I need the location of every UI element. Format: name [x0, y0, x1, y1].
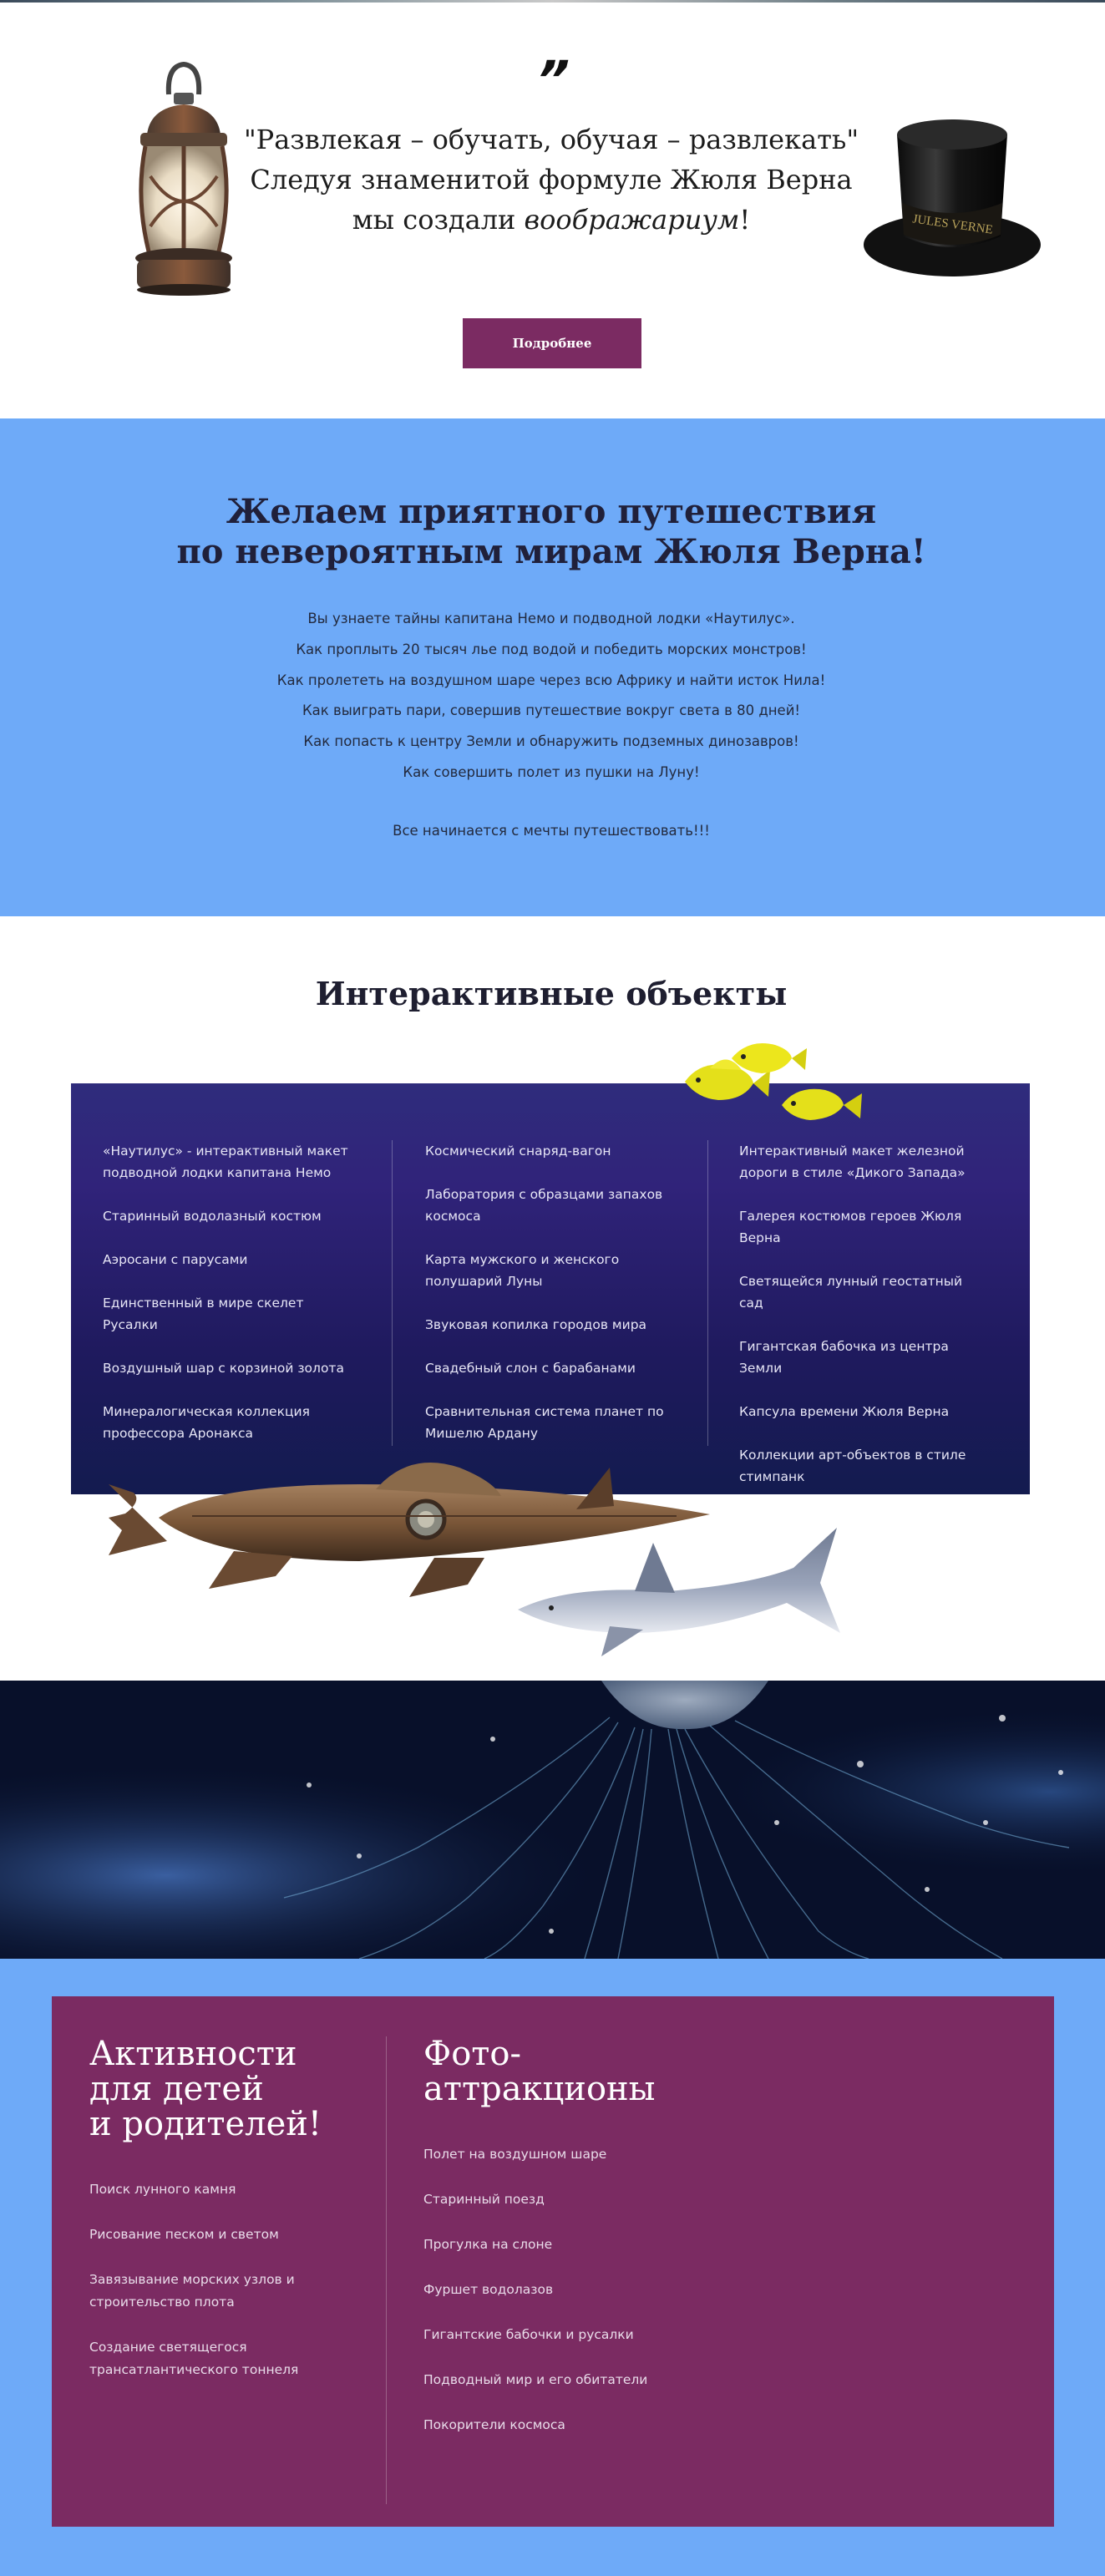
welcome-line: Как проплыть 20 тысяч лье под водой и победить морских монстров! — [296, 641, 807, 657]
objects-panel — [71, 1083, 1030, 1494]
activities-section — [0, 1959, 1105, 2576]
yellow-fish-image — [677, 1033, 869, 1125]
welcome-line: Как выиграть пари, совершив путешествие вокруг света в 80 дней! — [302, 702, 801, 719]
welcome-text — [134, 604, 969, 789]
attraction-item[interactable]: Старинный поезд — [423, 2192, 545, 2207]
quote-line-3 — [217, 200, 885, 240]
object-item[interactable]: Космический снаряд-вагон — [425, 1143, 611, 1159]
attraction-item[interactable]: Гигантские бабочки и русалки — [423, 2327, 634, 2342]
photo-attractions-column — [423, 2036, 841, 2459]
interactive-objects-section — [0, 916, 1105, 1681]
object-item[interactable]: Звуковая копилка городов мира — [425, 1317, 647, 1332]
quote-line-3-start: мы создали — [352, 204, 525, 236]
object-item[interactable]: Карта мужского и женского полушарий Луны — [425, 1252, 620, 1289]
object-item[interactable]: Минералогическая коллекция профессора Аронакса — [103, 1404, 310, 1441]
welcome-final-line: Все начинается с мечты путешествовать!!! — [393, 823, 710, 839]
object-item[interactable]: Коллекции арт-объектов в стиле стимпанк — [739, 1448, 966, 1484]
kids-activities-title — [89, 2036, 373, 2142]
activity-item[interactable]: Завязывание морских узлов и строительство плота — [89, 2272, 295, 2310]
shark-image — [509, 1526, 844, 1660]
photo-title-line-2: аттракционы — [423, 2070, 656, 2108]
column-divider — [707, 1140, 708, 1446]
object-item[interactable]: Капсула времени Жюля Верна — [739, 1404, 950, 1419]
quote-line-3-emphasis: воображариум — [524, 204, 740, 236]
quote-mark-icon: ” — [527, 49, 576, 110]
object-item[interactable]: Единственный в мире скелет Русалки — [103, 1296, 304, 1332]
quote-line-1: "Развлекая – обучать, обучая – развлекать" — [243, 124, 859, 155]
attraction-item[interactable]: Подводный мир и его обитатели — [423, 2372, 648, 2387]
welcome-line: Как пролететь на воздушном шаре через всю Африку и найти исток Нила! — [276, 672, 826, 688]
attraction-item[interactable]: Покорители космоса — [423, 2417, 565, 2432]
welcome-title-line-2: по невероятным мирам Жюля Верна! — [176, 532, 926, 571]
more-button[interactable]: Подробнее — [463, 318, 641, 368]
photo-title-line-1: Фото- — [423, 2035, 522, 2073]
hero-section — [0, 3, 1105, 418]
object-item[interactable]: Лаборатория с образцами запахов космоса — [425, 1187, 663, 1224]
object-item[interactable]: Старинный водолазный костюм — [103, 1209, 322, 1224]
objects-column-3 — [739, 1140, 990, 1509]
welcome-line: Как попасть к центру Земли и обнаружить подземных динозавров! — [303, 733, 799, 750]
object-item[interactable]: Светящейся лунный геостатный сад — [739, 1274, 963, 1311]
object-item[interactable]: Свадебный слон с барабанами — [425, 1361, 636, 1376]
object-item[interactable]: Аэросани с парусами — [103, 1252, 248, 1267]
object-item[interactable]: «Наутилус» - интерактивный макет подводной лодки капитана Немо — [103, 1143, 348, 1180]
photo-attractions-title — [423, 2036, 841, 2107]
quote-line-2: Следуя знаменитой формуле Жюля Верна — [250, 164, 853, 195]
kids-title-line-3: и родителей! — [89, 2105, 322, 2143]
object-item[interactable]: Интерактивный макет железной дороги в стиле «Дикого Запада» — [739, 1143, 966, 1180]
object-item[interactable]: Сравнительная система планет по Мишелю Ардану — [425, 1404, 664, 1441]
activity-item[interactable]: Рисование песком и светом — [89, 2227, 279, 2242]
welcome-line: Вы узнаете тайны капитана Немо и подводной лодки «Наутилус». — [307, 611, 795, 626]
welcome-title-line-1: Желаем приятного путешествия — [226, 492, 877, 531]
welcome-line: Как совершить полет из пушки на Луну! — [403, 763, 700, 780]
object-item[interactable]: Воздушный шар с корзиной золота — [103, 1361, 344, 1376]
activity-item[interactable]: Поиск лунного камня — [89, 2182, 236, 2197]
jellyfish-illustration — [0, 1681, 1105, 1959]
attraction-item[interactable]: Прогулка на слоне — [423, 2237, 553, 2252]
hero-quote — [217, 119, 885, 240]
objects-title: Интерактивные объекты — [315, 975, 788, 1012]
object-item[interactable]: Гигантская бабочка из центра Земли — [739, 1339, 949, 1376]
kids-title-line-2: для детей — [89, 2070, 264, 2108]
objects-column-2 — [425, 1140, 676, 1466]
activity-item[interactable]: Создание светящегося трансатлантического тоннеля — [89, 2340, 299, 2377]
quote-line-3-end: ! — [739, 204, 751, 236]
objects-column-1 — [103, 1140, 353, 1466]
top-hat-image — [860, 111, 1044, 287]
hat-band-text: JULES VERNE — [911, 212, 994, 237]
activities-card — [52, 1996, 1054, 2527]
jellyfish-banner-image — [0, 1681, 1105, 1959]
kids-activities-column — [89, 2036, 373, 2404]
attraction-item[interactable]: Полет на воздушном шаре — [423, 2147, 607, 2162]
welcome-section — [0, 418, 1105, 916]
welcome-title — [134, 492, 969, 572]
object-item[interactable]: Галерея костюмов героев Жюля Верна — [739, 1209, 962, 1245]
kids-title-line-1: Активности — [89, 2035, 297, 2073]
column-divider — [392, 1140, 393, 1446]
attraction-item[interactable]: Фуршет водолазов — [423, 2282, 554, 2297]
activities-divider — [386, 2036, 387, 2504]
